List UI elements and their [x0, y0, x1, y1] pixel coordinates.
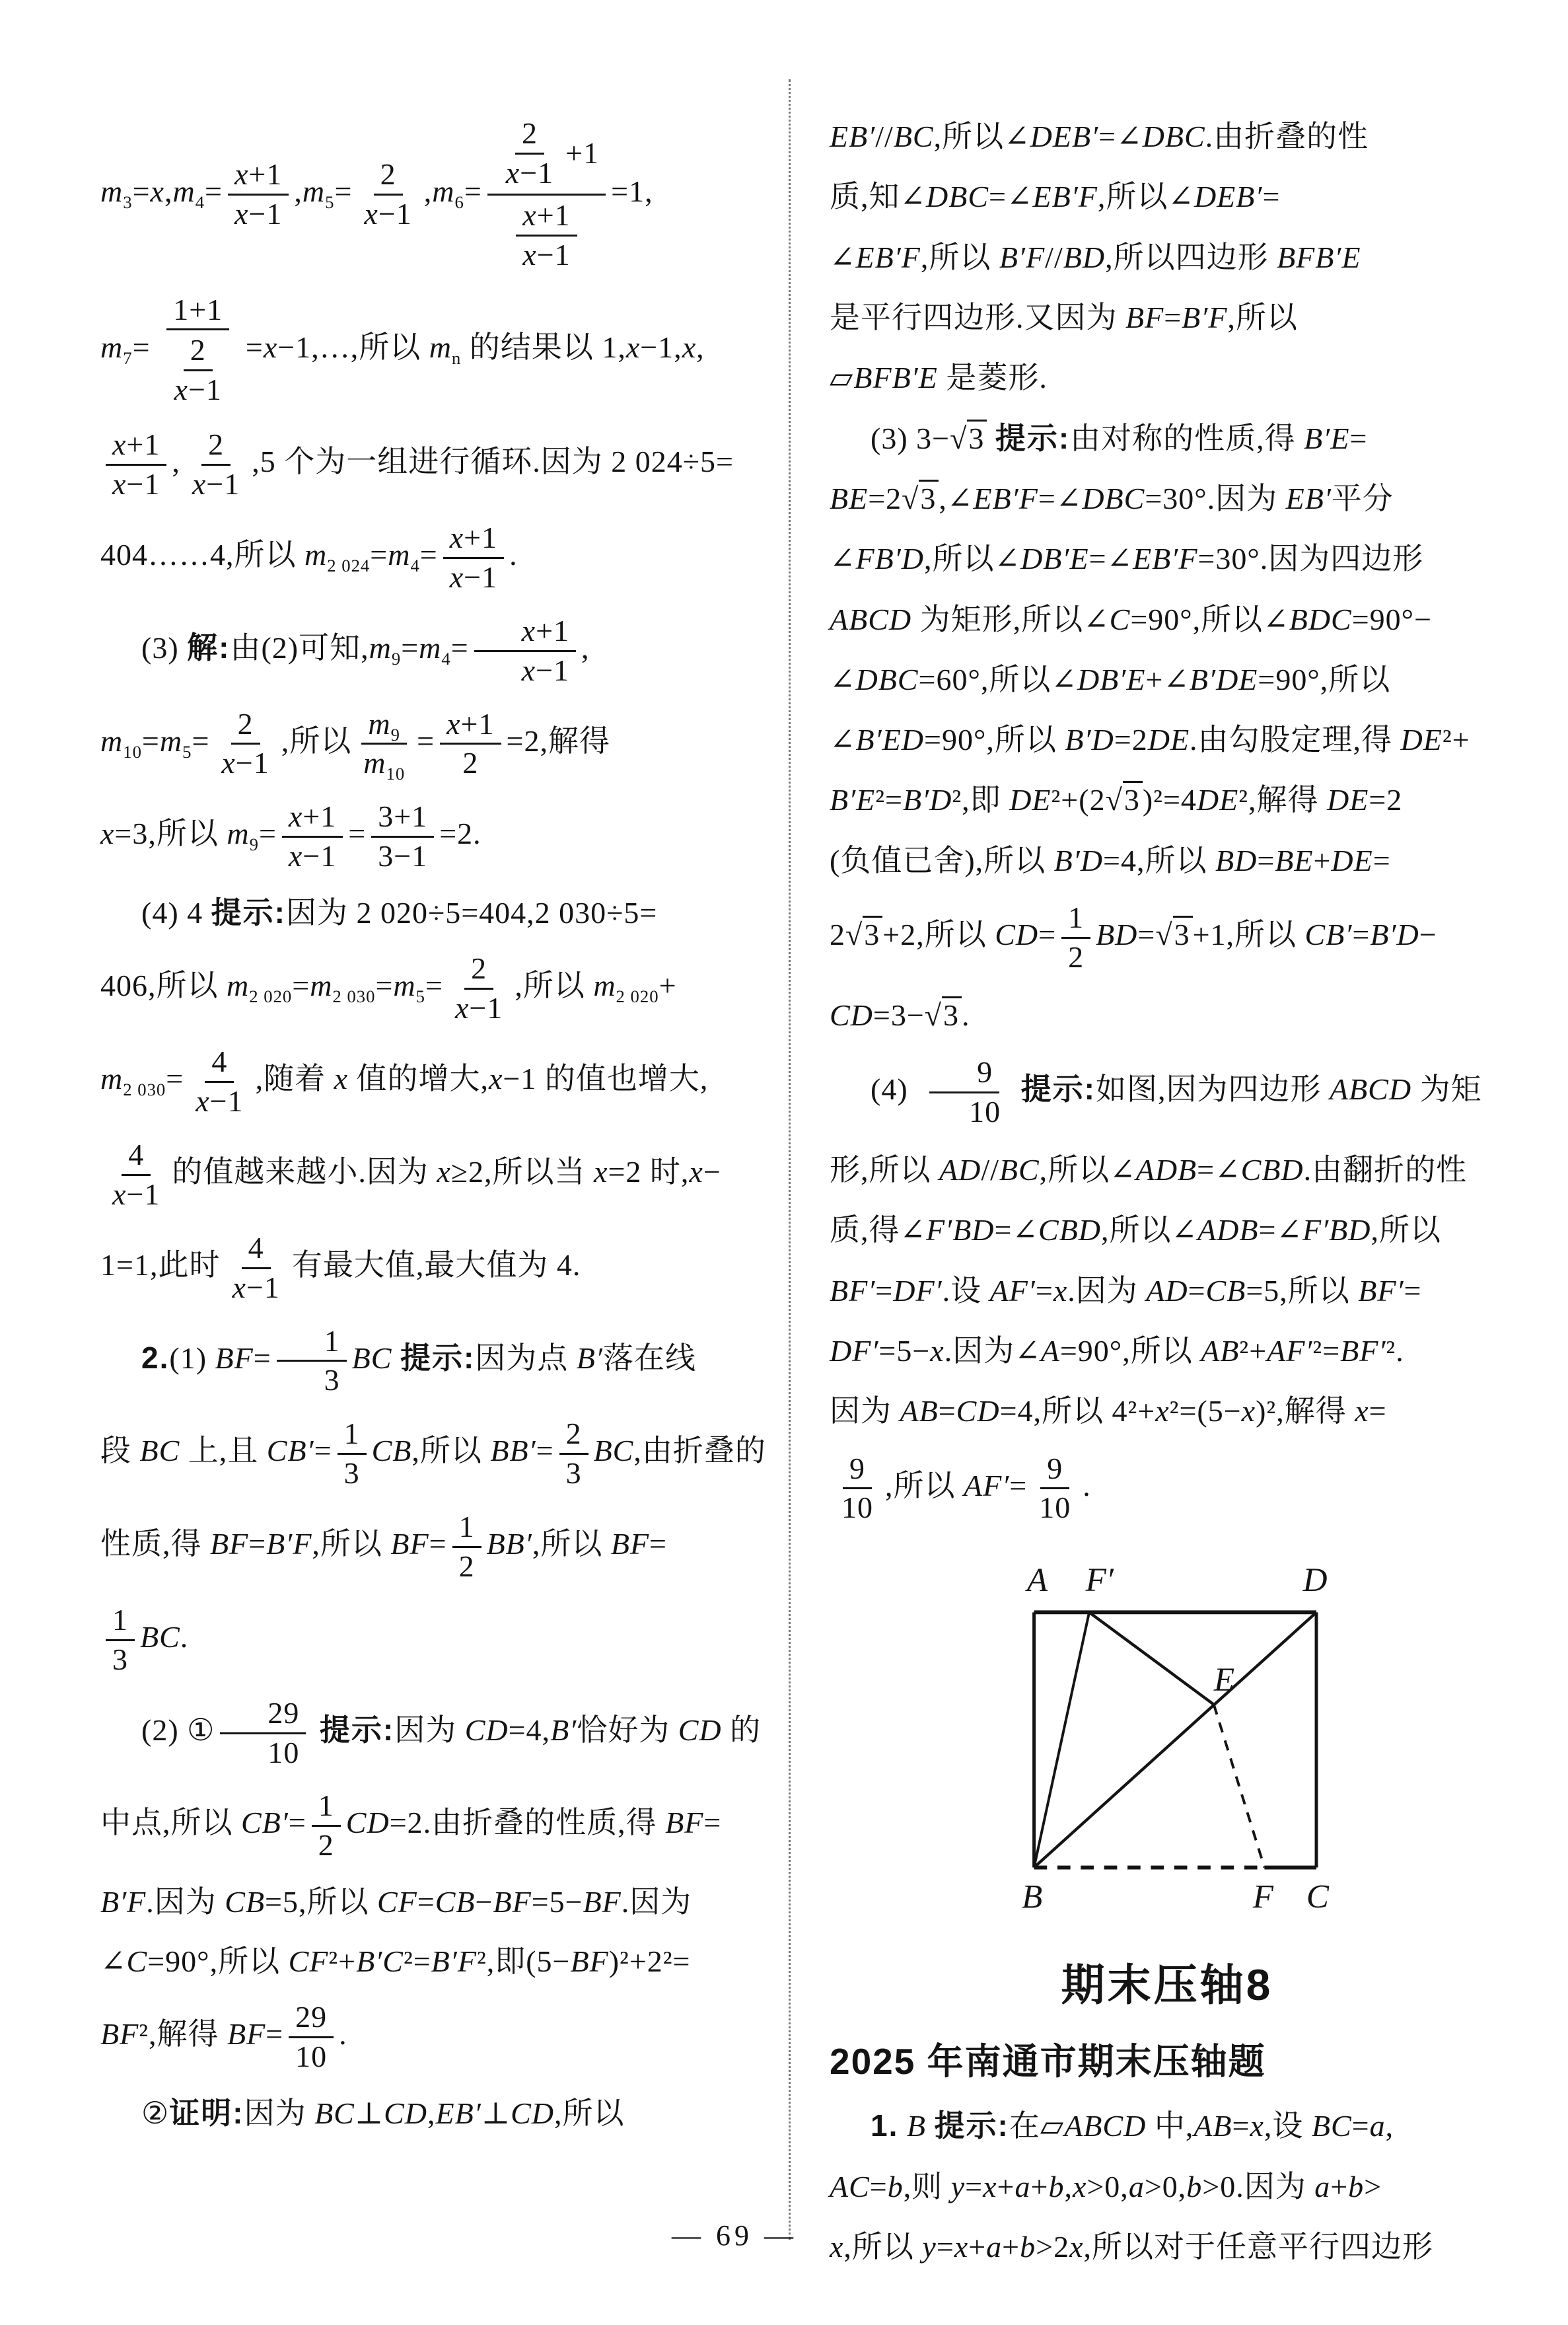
text-run: 因为 CD=4,B′恰好为 CD 的 — [394, 1713, 762, 1747]
text-run: x−1 — [505, 155, 554, 190]
text-run: ∠C=90°,所以 CF²+B′C²=B′F²,即(5−BF)²+2²= — [100, 1944, 691, 1978]
text-run: 2 — [462, 746, 479, 780]
bold-label: 提示: — [934, 2108, 1009, 2143]
fraction — [289, 1999, 334, 2076]
text-line — [830, 718, 1505, 761]
square-root: √3 — [950, 420, 987, 455]
vertex-label-a: A — [1026, 1561, 1048, 1600]
text-run: 1 — [112, 1602, 128, 1637]
fraction — [921, 1054, 1007, 1131]
text-run — [987, 422, 995, 455]
text-line — [100, 950, 769, 1027]
text-line — [100, 1230, 769, 1307]
text-run: 中点,所以 CB′= — [100, 1806, 306, 1840]
bold-label: 提示: — [319, 1712, 395, 1747]
text-run: . — [962, 998, 970, 1032]
text-line — [100, 114, 769, 276]
text-run: x−1 — [522, 237, 571, 272]
text-run: +1,所以 CB′=B′D− — [1192, 918, 1437, 952]
text-run: x+1 — [449, 521, 498, 555]
text-run: ② — [141, 2096, 170, 2130]
text-run: BD= — [1096, 918, 1156, 952]
text-run: 1 — [458, 1510, 475, 1544]
fraction — [220, 1695, 306, 1772]
fraction — [106, 1136, 166, 1214]
subsection-header: 2025 年南通市期末压轴题 — [830, 2041, 1266, 2083]
text-run: = — [348, 817, 367, 851]
text-run: 3 — [112, 1642, 128, 1676]
fraction — [559, 1415, 588, 1493]
fraction — [168, 332, 229, 409]
text-run: 因为点 B′落在线 — [475, 1341, 696, 1375]
text-run: 2 — [830, 918, 845, 952]
fraction — [277, 1323, 347, 1400]
text-run: x−1 — [234, 196, 283, 231]
text-run: ∠DBC=60°,所以∠DB′E+∠B′DE=90°,所以 — [830, 662, 1391, 696]
text-run: 因为 2 020÷5=404,2 030÷5= — [285, 896, 658, 930]
text-line — [830, 1269, 1505, 1312]
fraction — [186, 426, 246, 503]
fraction — [1061, 899, 1090, 977]
fraction — [156, 291, 240, 411]
text-run: 10 — [1039, 1491, 1071, 1525]
text-run: x−1 — [454, 991, 503, 1025]
text-line — [830, 658, 1505, 701]
text-run: $m_{10}=m_5=$ — [100, 723, 210, 762]
text-run: 3 — [324, 1363, 340, 1397]
text-run: BE=2 — [830, 481, 902, 515]
geometry-figure — [830, 1551, 1505, 1927]
text-line — [830, 1208, 1505, 1251]
text-run: $m_{10}$ — [363, 746, 406, 784]
text-run: $,m_5=$ — [294, 174, 353, 213]
bold-label: 提示: — [211, 895, 286, 930]
text-run: (3) 3− — [871, 421, 950, 455]
text-run: x=3,所以 $m_9=$ — [100, 817, 277, 855]
fraction — [474, 612, 576, 690]
text-run: x−1 — [232, 1270, 280, 1304]
text-run: 406,所以 $m_{2 020}=m_{2 030}=m_5=$ — [100, 969, 443, 1007]
text-run: 1=1,此时 — [100, 1247, 221, 1282]
text-run: 由对称的性质,得 B′E= — [1070, 421, 1368, 455]
text-run: EB′//BC,所以∠DEB′=∠DBC.由折叠的性 — [830, 120, 1369, 153]
text-run: $m_3=x,m_4=$ — [100, 174, 223, 213]
text-run: ,所以 $m_{2 020}+$ — [515, 969, 677, 1007]
text-run: 404……4,所以 $m_{2 024}=m_4=$ — [100, 537, 438, 576]
bold-label: 2. — [141, 1340, 170, 1375]
text-line — [830, 598, 1505, 641]
text-run: x−1 — [288, 839, 337, 873]
fraction — [452, 1508, 481, 1586]
text-line — [830, 477, 1505, 520]
text-run: . — [1083, 1468, 1091, 1502]
text-line — [100, 1999, 769, 2076]
fraction — [443, 519, 504, 597]
text-run: ,所以 — [281, 723, 352, 758]
section-header: 期末压轴8 — [1061, 1960, 1273, 2010]
text-run: (负值已舍),所以 B′D=4,所以 BD=BE+DE= — [830, 843, 1391, 877]
text-run: x+1 — [234, 157, 283, 191]
text-run: 9 — [849, 1451, 865, 1485]
text-line — [830, 994, 1505, 1037]
text-run: 1 — [1068, 901, 1085, 935]
fraction — [106, 1602, 135, 1679]
text-run: ∠B′ED=90°,所以 B′D=2DE.由勾股定理,得 DE²+ — [830, 723, 1470, 757]
bold-label: 提示: — [400, 1340, 476, 1375]
text-line — [830, 115, 1505, 158]
text-run: $m_{2 030}=$ — [100, 1062, 184, 1100]
fraction — [215, 706, 275, 783]
text-line — [830, 236, 1505, 279]
text-line — [100, 1787, 769, 1864]
bold-label: 提示: — [1020, 1072, 1096, 1107]
text-run: x−1 — [112, 1177, 160, 1211]
text-run: . — [339, 2016, 347, 2051]
text-run: x−1 — [196, 1084, 244, 1119]
text-run: CB,所以 BB′= — [371, 1434, 554, 1468]
text-run: x+1 — [288, 799, 337, 834]
text-line — [100, 1415, 769, 1493]
text-line — [100, 1323, 769, 1400]
text-run: ▱BFB′E 是菱形. — [830, 361, 1048, 395]
text-run: x+1 — [521, 613, 570, 647]
text-run: =2. — [439, 817, 481, 851]
fraction — [225, 1230, 286, 1307]
text-line — [830, 1450, 1505, 1528]
square-root: √3 — [845, 916, 882, 951]
text-line — [100, 1136, 769, 1214]
text-line — [100, 891, 769, 934]
rectangle-fold-diagram — [972, 1551, 1362, 1924]
text-run: ,随着 x 值的增大,x−1 的值也增大, — [255, 1062, 709, 1096]
text-line — [100, 1940, 769, 1983]
text-run: +1 — [565, 135, 600, 170]
text-run: 2 — [565, 1417, 582, 1451]
text-run: 10 — [295, 2039, 328, 2073]
text-run: ABCD 为矩形,所以∠C=90°,所以∠BDC=90°− — [830, 602, 1433, 636]
fraction — [440, 706, 501, 783]
fraction — [487, 114, 606, 276]
text-run: 由(2)可知$,m_9=m_4=$ — [230, 630, 469, 669]
text-run: 质,知∠DBC=∠EB′F,所以∠DEB′= — [830, 180, 1281, 214]
text-run: 2 — [190, 333, 206, 367]
vertex-label-b: B — [1022, 1878, 1043, 1916]
fraction — [448, 950, 509, 1027]
text-run: 2 — [208, 427, 225, 462]
text-line — [100, 1880, 769, 1923]
text-run: =x−1,…,所以 $m_n$ 的结果以 1,x−1,x, — [245, 330, 705, 369]
text-run: AC=b,则 y=x+a+b,x>0,a>0,b>0.因为 a+b> — [830, 2169, 1382, 2203]
text-run: 1 — [343, 1417, 360, 1451]
text-run: , — [581, 630, 590, 665]
right-column-text-top — [830, 115, 1505, 1527]
text-run: ,∠EB′F=∠DBC=30°.因为 EB′平分 — [939, 481, 1394, 515]
text-run: x+1 — [446, 706, 495, 741]
text-run — [311, 1713, 320, 1747]
text-run: . — [509, 537, 518, 572]
text-run: ∠EB′F,所以 B′F//BD,所以四边形 BFB′E — [830, 240, 1361, 274]
column-separator — [789, 79, 791, 2240]
text-run: BC — [351, 1341, 392, 1375]
text-run: (4) — [871, 1072, 917, 1107]
text-run: =2,解得 — [506, 723, 610, 758]
fraction — [499, 115, 560, 192]
text-run: 3 — [565, 1456, 582, 1491]
text-run: BB′,所以 BF= — [486, 1527, 667, 1561]
text-run: x−1 — [112, 467, 160, 501]
text-run: (3) — [141, 630, 188, 665]
text-line — [100, 426, 769, 503]
fraction — [338, 1415, 367, 1493]
text-run: = — [417, 723, 435, 758]
text-run: CD=3− — [830, 998, 925, 1032]
text-run: 29 — [295, 1999, 328, 2034]
text-run: 2 — [380, 157, 396, 191]
text-run: 4 — [128, 1138, 145, 1172]
text-run: (4) 4 — [141, 896, 211, 930]
text-line — [830, 2104, 1505, 2147]
text-run: 9 — [977, 1055, 993, 1089]
text-run: 4 — [248, 1230, 264, 1265]
text-line — [830, 175, 1505, 218]
text-run: 性质,得 BF=B′F,所以 BF= — [100, 1527, 447, 1561]
square-root: √3 — [902, 480, 939, 515]
text-line — [830, 2165, 1505, 2208]
text-line — [830, 1148, 1505, 1191]
page-number: — 69 — — [672, 2219, 797, 2252]
text-run: 质,得∠F′BD=∠CBD,所以∠ADB=∠F′BD,所以 — [830, 1213, 1441, 1247]
text-run: 如图,因为四边形 ABCD 为矩 — [1095, 1072, 1482, 1107]
text-line — [830, 537, 1505, 580]
text-run: B′F.因为 CB=5,所以 CF=CB−BF=5−BF.因为 — [100, 1885, 692, 1919]
square-root: √3 — [1106, 781, 1143, 817]
text-run: (2) ① — [141, 1713, 215, 1747]
text-run: ,5 个为一组进行循环.因为 2 024÷5= — [252, 445, 734, 479]
fraction — [357, 156, 418, 233]
text-run: x+1 — [522, 198, 571, 232]
bold-label: 证明: — [169, 2095, 244, 2130]
text-run: +2,所以 CD= — [882, 918, 1057, 952]
text-run: x+1 — [112, 427, 160, 462]
fraction — [189, 1043, 250, 1121]
text-run: BC,由折叠的 — [593, 1434, 766, 1468]
text-run: 1 — [318, 1789, 334, 1823]
text-run: 因为 BC⊥CD,EB′⊥CD,所以 — [244, 2096, 625, 2130]
text-run: 2 — [1068, 940, 1085, 974]
text-run: 1+1 — [173, 292, 223, 326]
text-run: 2 — [458, 1549, 475, 1584]
segment-e-f-dashed — [1214, 1705, 1265, 1868]
text-run: 4 — [211, 1045, 228, 1079]
text-run: BC. — [140, 1619, 189, 1654]
text-run: x−1 — [192, 467, 240, 501]
text-run: , — [172, 445, 180, 479]
vertex-label-fprime: F′ — [1085, 1561, 1114, 1600]
vertex-label-f: F — [1252, 1878, 1274, 1916]
text-line — [830, 778, 1505, 821]
fraction — [371, 798, 434, 875]
bold-label: 解: — [187, 630, 231, 665]
segment-b-fprime — [1034, 1613, 1090, 1868]
text-run: x−1 — [449, 560, 498, 594]
fraction — [1032, 1450, 1077, 1528]
text-run: x−1 — [174, 373, 222, 407]
vertex-label-c: C — [1306, 1878, 1330, 1916]
text-line — [100, 2092, 769, 2135]
text-run: =1, — [611, 174, 653, 208]
fraction — [106, 426, 166, 503]
text-line — [830, 417, 1505, 460]
text-line — [830, 356, 1505, 399]
text-line — [100, 706, 769, 783]
text-run: $,m_6=$ — [423, 174, 482, 213]
fraction — [835, 1450, 880, 1528]
text-run: 形,所以 AD//BC,所以∠ADB=∠CBD.由翻折的性 — [830, 1152, 1468, 1187]
fraction — [357, 706, 411, 783]
text-run: )²=4DE²,解得 DE=2 — [1142, 783, 1403, 817]
bold-label: 1. — [871, 2108, 899, 2143]
text-line — [830, 839, 1505, 882]
text-run: B′E²=B′D²,即 DE²+(2 — [830, 783, 1106, 817]
text-run: 2 — [521, 116, 538, 150]
bold-label: 提示: — [995, 420, 1071, 455]
text-run: 有最大值,最大值为 4. — [291, 1247, 581, 1282]
text-line — [830, 1389, 1505, 1432]
text-run: x−1 — [521, 653, 570, 687]
text-run: 的值越来越小.因为 x≥2,所以当 x=2 时,x− — [172, 1154, 721, 1189]
fraction — [516, 197, 577, 274]
text-line — [830, 899, 1505, 977]
vertex-label-d: D — [1302, 1561, 1328, 1600]
text-line — [830, 1054, 1505, 1131]
text-line — [100, 1695, 769, 1772]
fraction — [228, 156, 289, 233]
text-run: CD=2.由折叠的性质,得 BF= — [345, 1806, 722, 1840]
text-run: (1) BF= — [169, 1341, 271, 1375]
left-column — [100, 98, 769, 2151]
text-run: 2 — [237, 706, 254, 741]
text-run: BF′=DF′.设 AF′=x.因为 AD=CB=5,所以 BF′= — [830, 1273, 1422, 1308]
text-run: DF′=5−x.因为∠A=90°,所以 AB²+AF′²=BF′². — [830, 1333, 1404, 1368]
text-run: 10 — [841, 1491, 873, 1525]
text-run: 10 — [969, 1095, 1001, 1129]
text-line — [100, 798, 769, 875]
text-line — [830, 1329, 1505, 1372]
right-column — [830, 98, 1505, 2285]
diagonal-bd — [1034, 1613, 1316, 1868]
text-run: 2 — [318, 1828, 334, 1863]
square-root: √3 — [925, 996, 962, 1032]
text-run: BF²,解得 BF= — [100, 2016, 284, 2051]
text-line — [100, 1508, 769, 1586]
page-footer — [0, 2219, 1469, 2252]
text-run: x−1 — [221, 746, 269, 780]
text-run — [1013, 1072, 1021, 1106]
text-run: 因为 AB=CD=4,所以 4²+x²=(5−x)²,解得 x= — [830, 1394, 1387, 1428]
text-run: 2 — [471, 951, 487, 986]
vertex-label-e: E — [1213, 1661, 1235, 1699]
text-run: 是平行四边形.又因为 BF=B′F,所以 — [830, 300, 1298, 334]
text-line — [100, 1602, 769, 1679]
text-run: 9 — [1047, 1451, 1063, 1485]
text-run: x,所以 y=x+a+b>2x,所以对于任意平行四边形 — [830, 2229, 1433, 2264]
text-run: 在▱ABCD 中,AB=x,设 BC=a, — [1009, 2109, 1394, 2143]
text-line — [100, 519, 769, 597]
fraction — [312, 1787, 341, 1864]
text-run: B — [906, 2109, 926, 2143]
text-run: 29 — [267, 1695, 300, 1730]
fold-crease-fprime-e — [1089, 1613, 1214, 1705]
text-run: 1 — [324, 1323, 340, 1358]
text-run: x−1 — [364, 196, 412, 231]
square-root: √3 — [1155, 916, 1192, 951]
text-line — [100, 1043, 769, 1121]
text-run: 3−1 — [378, 839, 428, 873]
text-run: ,所以 AF′= — [885, 1468, 1028, 1502]
text-run: 段 BC 上,且 CB′= — [100, 1434, 332, 1468]
fraction — [282, 798, 343, 875]
text-run: 10 — [267, 1735, 300, 1769]
text-run: 3 — [343, 1456, 360, 1491]
text-run: ∠FB′D,所以∠DB′E=∠EB′F=30°.因为四边形 — [830, 542, 1424, 576]
text-run: $m_9$ — [368, 706, 400, 745]
text-run: $m_7=$ — [100, 330, 151, 369]
text-run: 3+1 — [378, 799, 428, 834]
text-line — [830, 296, 1505, 339]
text-line — [100, 612, 769, 690]
text-line — [100, 291, 769, 411]
